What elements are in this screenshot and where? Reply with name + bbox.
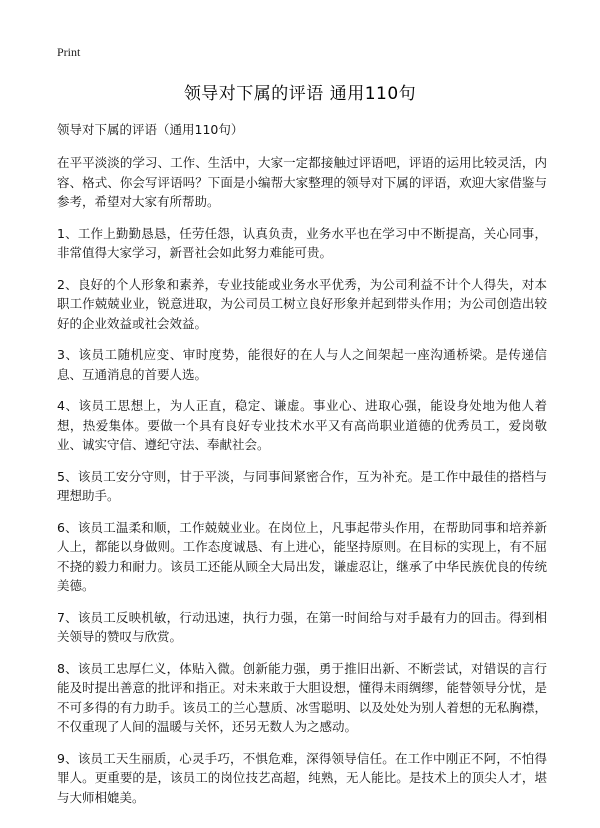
comment-paragraph-2: 2、良好的个人形象和素养，专业技能或业务水平优秀，为公司利益不计个人得失，对本职工作兢兢业业，锐意进取，为公司员工树立良好形象并起到带头作用；为公司创造出较好的企业效益或社会效益。 bbox=[57, 276, 547, 331]
document-subtitle: 领导对下属的评语（通用110句） bbox=[57, 122, 244, 137]
comment-paragraph-6: 6、该员工温柔和顺，工作兢兢业业。在岗位上，凡事起带头作用，在帮助同事和培养新人上，都能以身做则。工作态度诚恳、有上进心，能坚持原则。在目标的实现上，有不屈不挠的毅力和耐力。该员工还能从顾全大局出发，谦虚忍让，继承了中华民族优良的传统美德。 bbox=[57, 519, 547, 593]
comment-paragraph-5: 5、该员工安分守则，甘于平淡，与同事间紧密合作，互为补充。是工作中最佳的搭档与理想助手。 bbox=[57, 468, 547, 503]
comment-paragraph-8: 8、该员工忠厚仁义，体贴入微。创新能力强，勇于推旧出新、不断尝试，对错误的言行能及时提出善意的批评和指正。对未来敢于大胆设想，懂得未雨绸缪，能替领导分忧，是不可多得的有力助手。该员工的兰心慧质、冰雪聪明、以及处处为别人着想的无私胸襟，不仅重现了人间的温暖与关怀，还另无数人为之感动。 bbox=[57, 660, 547, 734]
page-title: 领导对下属的评语 通用110句 bbox=[183, 84, 417, 104]
comment-paragraph-1: 1、工作上勤勤恳恳，任劳任怨，认真负责，业务水平也在学习中不断提高，关心同事，非常值得大家学习，新晋社会如此努力难能可贵。 bbox=[57, 225, 547, 260]
comment-paragraph-3: 3、该员工随机应变、审时度势，能很好的在人与人之间架起一座沟通桥梁。是传递信息、互通消息的首要人选。 bbox=[57, 347, 547, 382]
intro-paragraph: 在平平淡淡的学习、工作、生活中，大家一定都接触过评语吧，评语的运用比较灵活，内容、格式、你会写评语吗？下面是小编帮大家整理的领导对下属的评语，欢迎大家借鉴与参考，希望对大家有所帮助。 bbox=[57, 155, 547, 209]
comment-paragraph-7: 7、该员工反映机敏，行动迅速，执行力强，在第一时间给与对手最有力的回击。得到相关领导的赞叹与欣赏。 bbox=[57, 609, 547, 644]
document-body bbox=[57, 120, 547, 819]
comment-paragraph-4: 4、该员工思想上，为人正直，稳定、谦虚。事业心、进取心强，能设身处地为他人着想，热爱集体。要做一个具有良好专业技术水平又有高尚职业道德的优秀员工，爱岗敬业、诚实守信、遵纪守法、奉献社会。 bbox=[57, 398, 547, 452]
print-link[interactable]: Print bbox=[57, 45, 81, 59]
comment-paragraph-9: 9、该员工天生丽质，心灵手巧，不惧危难，深得领导信任。在工作中刚正不阿，不怕得罪人。更重要的是，该员工的岗位技艺高超，纯熟，无人能比。是技术上的顶尖人才，堪与大师相媲美。 bbox=[57, 750, 547, 805]
